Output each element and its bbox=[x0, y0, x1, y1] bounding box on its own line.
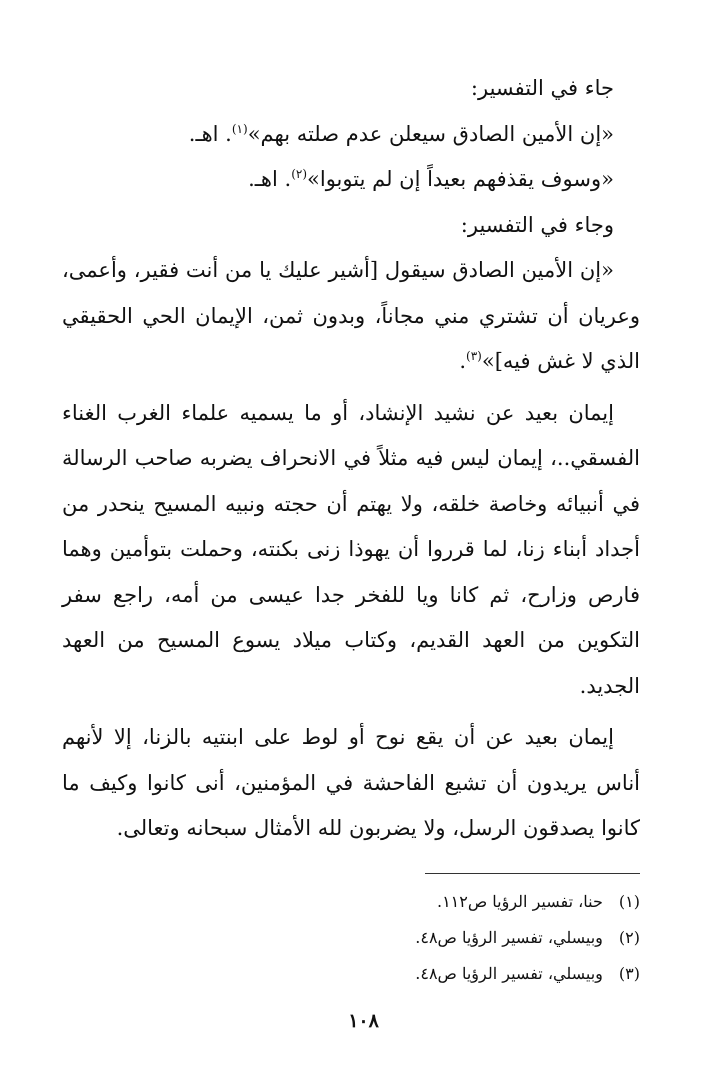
footnotes bbox=[62, 884, 640, 992]
footnote-1-text: حنا، تفسير الرؤيا ص١١٢. bbox=[436, 892, 603, 911]
paragraph-5 bbox=[62, 248, 640, 385]
main-text bbox=[62, 66, 640, 852]
paragraph-1 bbox=[62, 66, 640, 112]
footnote-3-text: وبيسلي، تفسير الرؤيا ص٤٨. bbox=[415, 964, 603, 983]
paragraph-6-text: إيمان بعيد عن نشيد الإنشاد، أو ما يسميه علماء الغرب الغناء الفسقي..، إيمان ليس فيه مثلاً في الانحراف يضربه صاحب الرسالة في أنبيائه وخاصة خلقه، ولا يهتم أن حجته ونبيه المسيح ينحدر من أجداد أبناء زنا، لما قرروا أن يهوذا زنى بكنته، وحملت بتوأمين وهما فارص وزارح، ثم كانا ويا للفخر جدا عيسى من أمه، راجع سفر التكوين من العهد القديم، وكتاب ميلاد يسوع المسيح من العهد الجديد. bbox=[62, 400, 640, 698]
paragraph-3 bbox=[62, 157, 640, 203]
paragraph-5-end: . bbox=[459, 349, 467, 373]
paragraph-6 bbox=[62, 391, 640, 710]
footnote-divider bbox=[425, 873, 640, 874]
paragraph-2-text: «إن الأمين الصادق سيعلن عدم صلته بهم» bbox=[247, 121, 614, 146]
footnote-1-number: (١) bbox=[618, 892, 640, 911]
footnote-reference-3: (٣) bbox=[466, 349, 482, 363]
paragraph-7-text: إيمان بعيد عن أن يقع نوح أو لوط على ابنتيه بالزنا، إلا لأنهم أناس يريدون أن تشيع الفاحشة في المؤمنين، أنى كانوا وكيف ما كانوا يصدقون الرسل، ولا يضربون لله الأمثال سبحانه وتعالى. bbox=[62, 725, 640, 840]
page-number: ١٠٨ bbox=[348, 1010, 379, 1032]
paragraph-5-text: «إن الأمين الصادق سيقول [أشير عليك يا من أنت فقير، وأعمى، وعريان أن تشتري مني مجاناً، وبدون ثمن، الإيمان الحي الحقيقي الذي لا غش فيه]» bbox=[62, 258, 640, 373]
footnote-2 bbox=[62, 920, 640, 956]
footnote-3-number: (٣) bbox=[618, 964, 640, 983]
paragraph-3-text: «وسوف يقذفهم بعيداً إن لم يتوبوا» bbox=[307, 167, 614, 191]
paragraph-3-end: . اهـ. bbox=[248, 167, 292, 191]
footnote-2-text: وبيسلي، تفسير الرؤيا ص٤٨. bbox=[415, 928, 603, 947]
paragraph-2 bbox=[62, 112, 640, 158]
footnote-2-number: (٢) bbox=[618, 928, 640, 947]
footnote-reference-1: (١) bbox=[231, 121, 248, 136]
footnote-3 bbox=[62, 956, 640, 992]
paragraph-4-text: وجاء في التفسير: bbox=[460, 212, 614, 237]
paragraph-2-end: . اهـ. bbox=[188, 121, 232, 146]
paragraph-1-text: جاء في التفسير: bbox=[470, 76, 614, 100]
paragraph-4 bbox=[62, 203, 640, 249]
footnote-1 bbox=[62, 884, 640, 920]
paragraph-7 bbox=[62, 715, 640, 852]
footnote-reference-2: (٢) bbox=[291, 167, 308, 181]
